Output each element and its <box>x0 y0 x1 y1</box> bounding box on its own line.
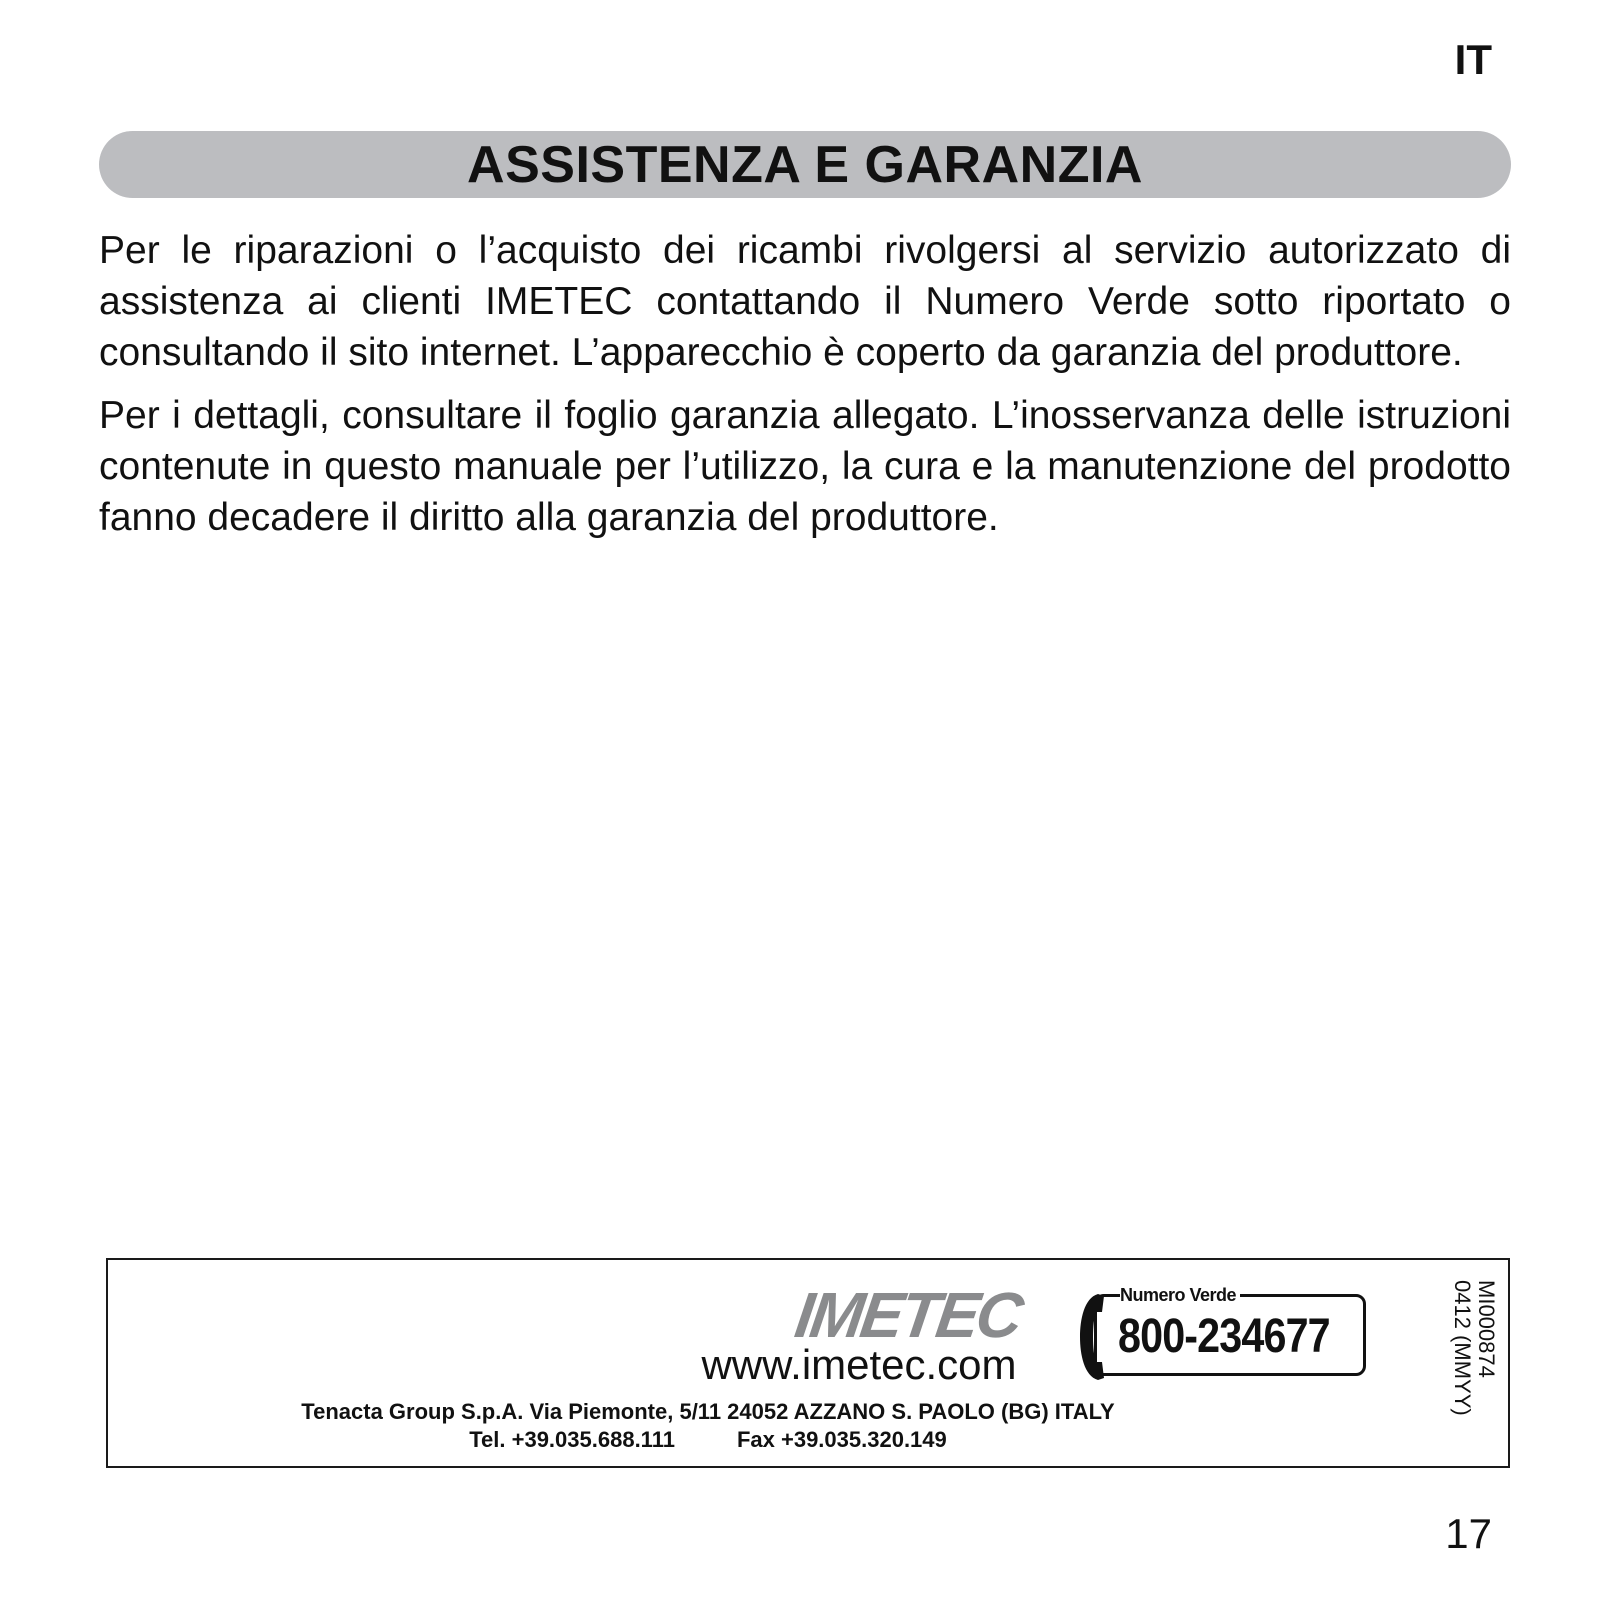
document-code-date: 0412 (MMYY) <box>1450 1280 1475 1416</box>
contact-box <box>106 1258 1510 1468</box>
document-code-id: MI000874 <box>1474 1280 1499 1378</box>
paragraph-assistance: Per le riparazioni o l’acquisto dei ricambi rivolgersi al servizio autorizzato di assistenza ai clienti IMETEC contattando il Numero Verde sotto riportato o consultando il sito internet. L’apparecchio è coperto da garanzia del produttore. <box>99 229 1511 374</box>
section-title: ASSISTENZA E GARANZIA <box>467 135 1143 194</box>
body-text <box>99 225 1511 555</box>
fax-number: Fax +39.035.320.149 <box>736 1427 947 1452</box>
telephone-number: Tel. +39.035.688.111 <box>469 1427 675 1452</box>
hotline-badge <box>1074 1280 1374 1384</box>
website-link[interactable]: www.imetec.com <box>701 1341 1017 1388</box>
paragraph-warranty: Per i dettagli, consultare il foglio garanzia allegato. L’inosservanza delle istruzioni contenute in questo manuale per l’utilizzo, la cura e la manutenzione del prodotto fanno decadere il diritto alla garanzia del produttore. <box>99 394 1511 539</box>
section-title-bar <box>99 131 1511 198</box>
page-number: 17 <box>1445 1510 1492 1557</box>
imetec-logo: IMETEC <box>790 1279 1025 1351</box>
hotline-label: Numero Verde <box>1120 1284 1240 1306</box>
phone-handset-icon <box>1076 1290 1110 1384</box>
address-line: Tenacta Group S.p.A. Via Piemonte, 5/11 24052 AZZANO S. PAOLO (BG) ITALY <box>301 1399 1115 1424</box>
hotline-number: 800-234677 <box>1118 1310 1330 1363</box>
document-code <box>1418 1280 1498 1450</box>
contact-numbers <box>108 1426 1308 1454</box>
company-address <box>108 1398 1308 1454</box>
language-tag: IT <box>1454 36 1492 83</box>
